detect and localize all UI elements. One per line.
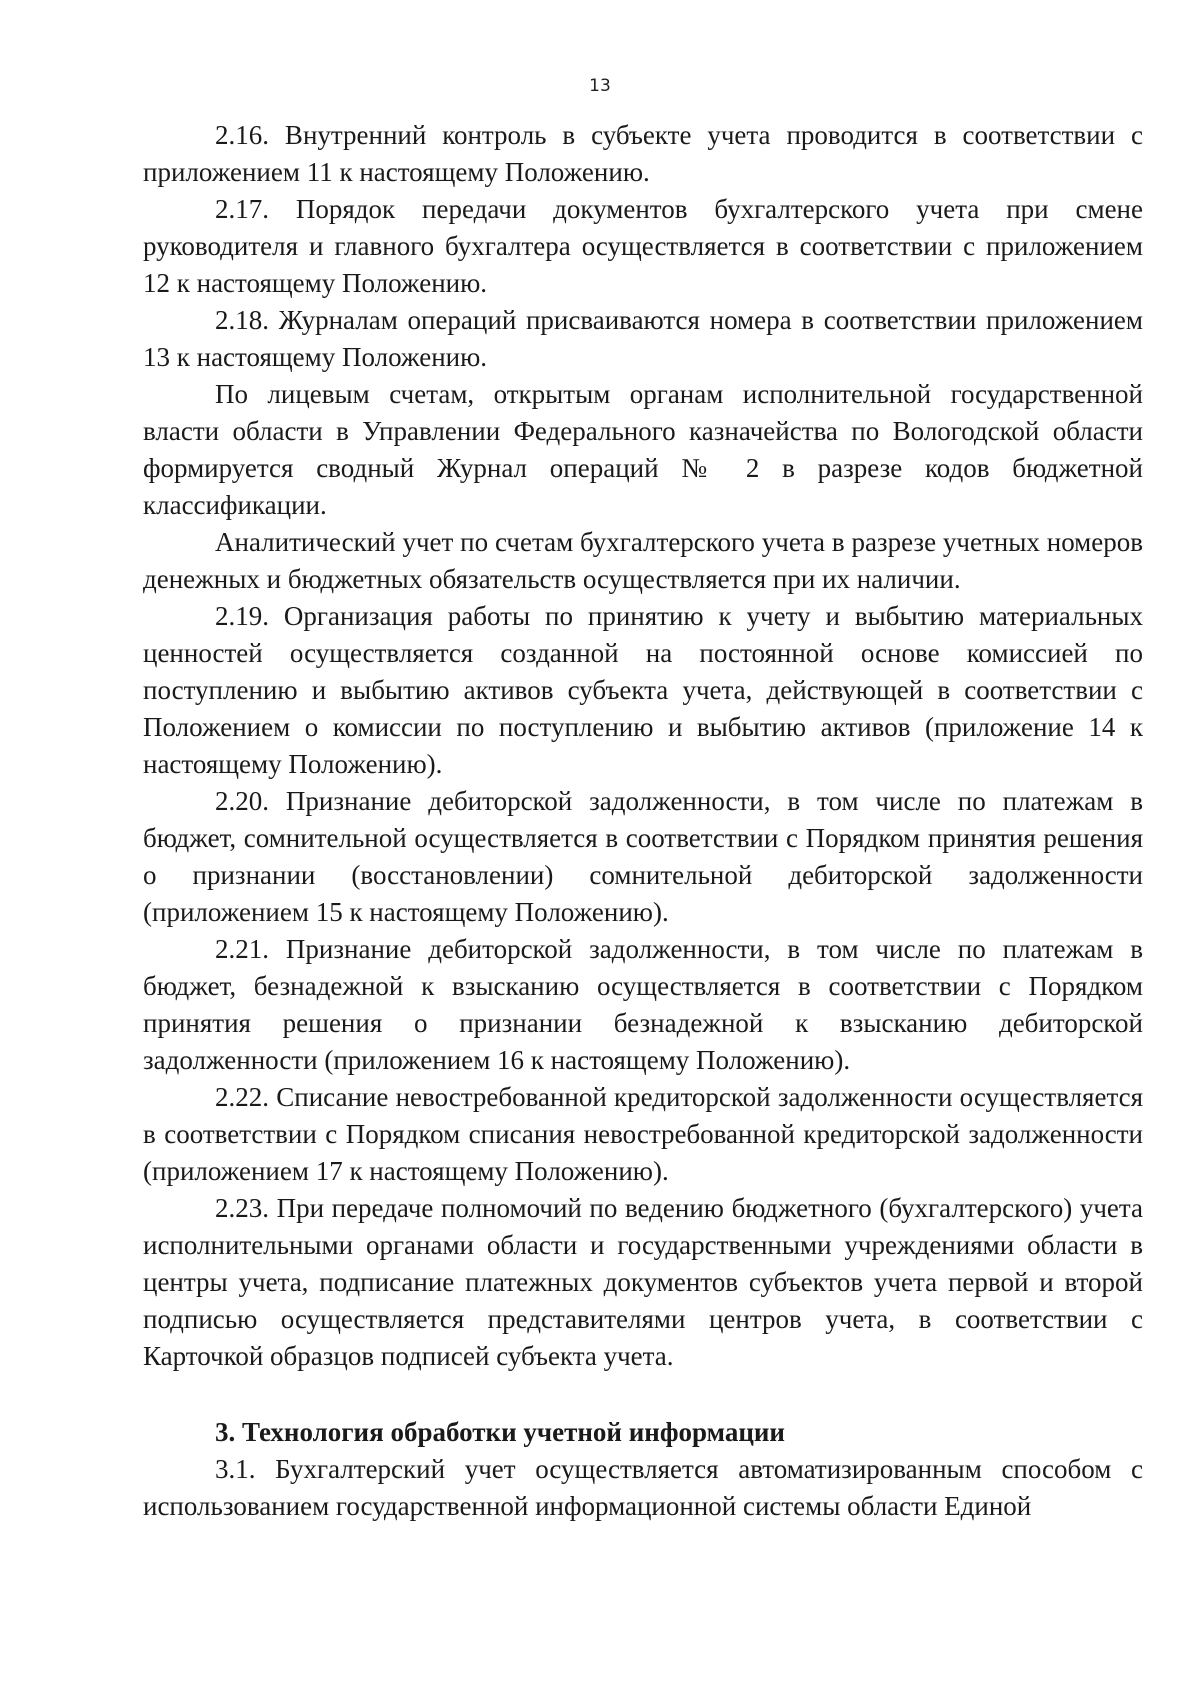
page-number: 13 xyxy=(589,76,611,96)
paragraph-2-17: 2.17. Порядок передачи документов бухгалтерского учета при смене руководителя и главного бухгалтера осуществляется в соответствии с приложением 12 к настоящему Положению. xyxy=(143,194,1143,298)
paragraph-3-1: 3.1. Бухгалтерский учет осуществляется автоматизированным способом с использованием государственной информационной системы области Единой xyxy=(143,1454,1143,1521)
paragraph-2-22: 2.22. Списание невостребованной кредиторской задолженности осуществляется в соответствии с Порядком списания невостребованной кредиторской задолженности (приложением 17 к настоящему Положению). xyxy=(143,1082,1143,1186)
paragraph-2-19: 2.19. Организация работы по принятию к учету и выбытию материальных ценностей осуществляется созданной на постоянной основе комиссией по поступлению и выбытию активов субъекта учета, действующей в соответствии с Положением о комиссии по поступлению и выбытию активов (приложение 14 к настоящему Положению). xyxy=(143,601,1143,779)
paragraph-2-16: 2.16. Внутренний контроль в субъекте учета проводится в соответствии с приложением 11 к настоящему Положению. xyxy=(143,120,1143,187)
paragraph-analytical-accounting: Аналитический учет по счетам бухгалтерского учета в разрезе учетных номеров денежных и бюджетных обязательств осуществляется при их наличии. xyxy=(143,527,1143,594)
section-3-heading: 3. Технология обработки учетной информации xyxy=(215,1417,785,1447)
paragraph-2-18: 2.18. Журналам операций присваиваются номера в соответствии приложением 13 к настоящему Положению. xyxy=(143,305,1143,372)
paragraph-personal-accounts: По лицевым счетам, открытым органам исполнительной государственной власти области в Управлении Федерального казначейства по Вологодской области формируется сводный Журнал операций № 2 в разрезе кодов бюджетной классификации. xyxy=(143,379,1143,520)
paragraph-2-23: 2.23. При передаче полномочий по ведению бюджетного (бухгалтерского) учета исполнительными органами области и государственными учреждениями области в центры учета, подписание платежных документов субъектов учета первой и второй подписью осуществляется представителями центров учета, в соответствии с Карточкой образцов подписей субъекта учета. xyxy=(143,1193,1143,1371)
paragraph-2-20: 2.20. Признание дебиторской задолженности, в том числе по платежам в бюджет, сомнительной осуществляется в соответствии с Порядком принятия решения о признании (восстановлении) сомнительной дебиторской задолженности (приложением 15 к настоящему Положению). xyxy=(143,786,1143,927)
paragraph-2-21: 2.21. Признание дебиторской задолженности, в том числе по платежам в бюджет, безнадежной к взысканию осуществляется в соответствии с Порядком принятия решения о признании безнадежной к взысканию дебиторской задолженности (приложением 16 к настоящему Положению). xyxy=(143,934,1143,1075)
document-body xyxy=(143,117,1143,1525)
